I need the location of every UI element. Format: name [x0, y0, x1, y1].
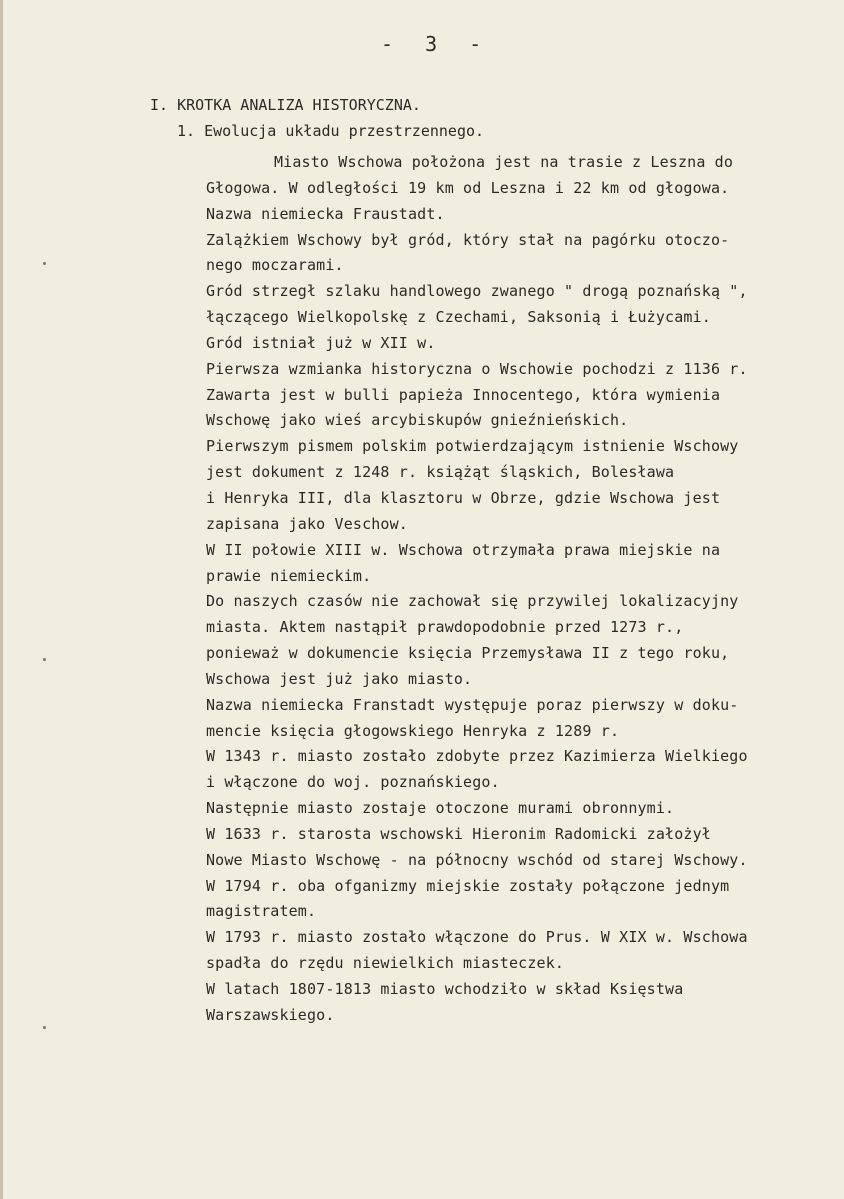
- text-line: Pierwsza wzmianka historyczna o Wschowie pochodzi z 1136 r.: [206, 359, 748, 378]
- text-line: W 1633 r. starosta wschowski Hieronim Radomicki założył: [206, 824, 711, 843]
- text-line: W 1793 r. miasto zostało włączone do Prus. W XIX w. Wschowa: [206, 928, 748, 947]
- text-line: miasta. Aktem nastąpił prawdopodobnie przed 1273 r.,: [206, 618, 684, 637]
- text-line: nego moczarami.: [206, 256, 344, 275]
- paper-speck: [43, 658, 46, 661]
- text-line: Głogowa. W odległości 19 km od Leszna i 22 km od głogowa.: [206, 178, 730, 197]
- text-line: Pierwszym pismem polskim potwierdzającym istnienie Wschowy: [206, 437, 739, 456]
- text-line: prawie niemieckim.: [206, 566, 372, 585]
- page-number: - 3 -: [381, 32, 492, 56]
- text-line: Zawarta jest w bulli papieża Innocentego, która wymienia: [206, 385, 721, 404]
- paper-speck: [43, 262, 46, 265]
- text-line: W 1794 r. oba ofganizmy miejskie zostały połączone jednym: [206, 876, 730, 895]
- text-line: Nazwa niemiecka Fraustadt.: [206, 204, 445, 223]
- subsection-heading: 1. Ewolucja układu przestrzennego.: [177, 122, 485, 140]
- text-line: i Henryka III, dla klasztoru w Obrze, gdzie Wschowa jest: [206, 488, 721, 507]
- text-line: W latach 1807-1813 miasto wchodziło w skład Księstwa: [206, 980, 684, 998]
- text-line: Do naszych czasów nie zachował się przywilej lokalizacyjny: [206, 592, 739, 611]
- text-line: Wschowa jest już jako miasto.: [206, 669, 473, 688]
- text-line: Nazwa niemiecka Franstadt występuje poraz pierwszy w doku-: [206, 695, 739, 714]
- text-line: Nowe Miasto Wschowę - na północny wschód od starej Wschowy.: [206, 850, 748, 869]
- text-line: Gród strzegł szlaku handlowego zwanego " drogą poznańską ",: [206, 282, 748, 301]
- text-line: Gród istniał już w XII w.: [206, 333, 436, 352]
- text-line: Miasto Wschowa położona jest na trasie z Leszna do: [274, 153, 734, 171]
- text-line: łączącego Wielkopolskę z Czechami, Saksonią i Łużycami.: [206, 308, 711, 327]
- text-line: mencie księcia głogowskiego Henryka z 1289 r.: [206, 721, 620, 740]
- body-text: [206, 150, 826, 1029]
- text-line: Następnie miasto zostaje otoczone murami obronnymi.: [206, 799, 675, 818]
- text-line: Zalążkiem Wschowy był gród, który stał na pagórku otoczo-: [206, 230, 730, 249]
- text-line: W 1343 r. miasto zostało zdobyte przez Kazimierza Wielkiego: [206, 747, 748, 766]
- paper-speck: [43, 1026, 46, 1029]
- section-heading: I. KROTKA ANALIZA HISTORYCZNA.: [150, 96, 421, 114]
- text-line: zapisana jako Veschow.: [206, 514, 408, 533]
- text-line: jest dokument z 1248 r. książąt śląskich, Bolesława: [206, 463, 675, 482]
- text-line: ponieważ w dokumencie księcia Przemysława II z tego roku,: [206, 644, 730, 663]
- text-line: W II połowie XIII w. Wschowa otrzymała prawa miejskie na: [206, 540, 721, 559]
- text-line: i włączone do woj. poznańskiego.: [206, 773, 500, 792]
- text-line: Warszawskiego.: [206, 1005, 335, 1024]
- text-line: spadła do rzędu niewielkich miasteczek.: [206, 954, 565, 973]
- text-line: magistratem.: [206, 902, 317, 921]
- text-line: Wschowę jako wieś arcybiskupów gnieźnieńskich.: [206, 411, 629, 430]
